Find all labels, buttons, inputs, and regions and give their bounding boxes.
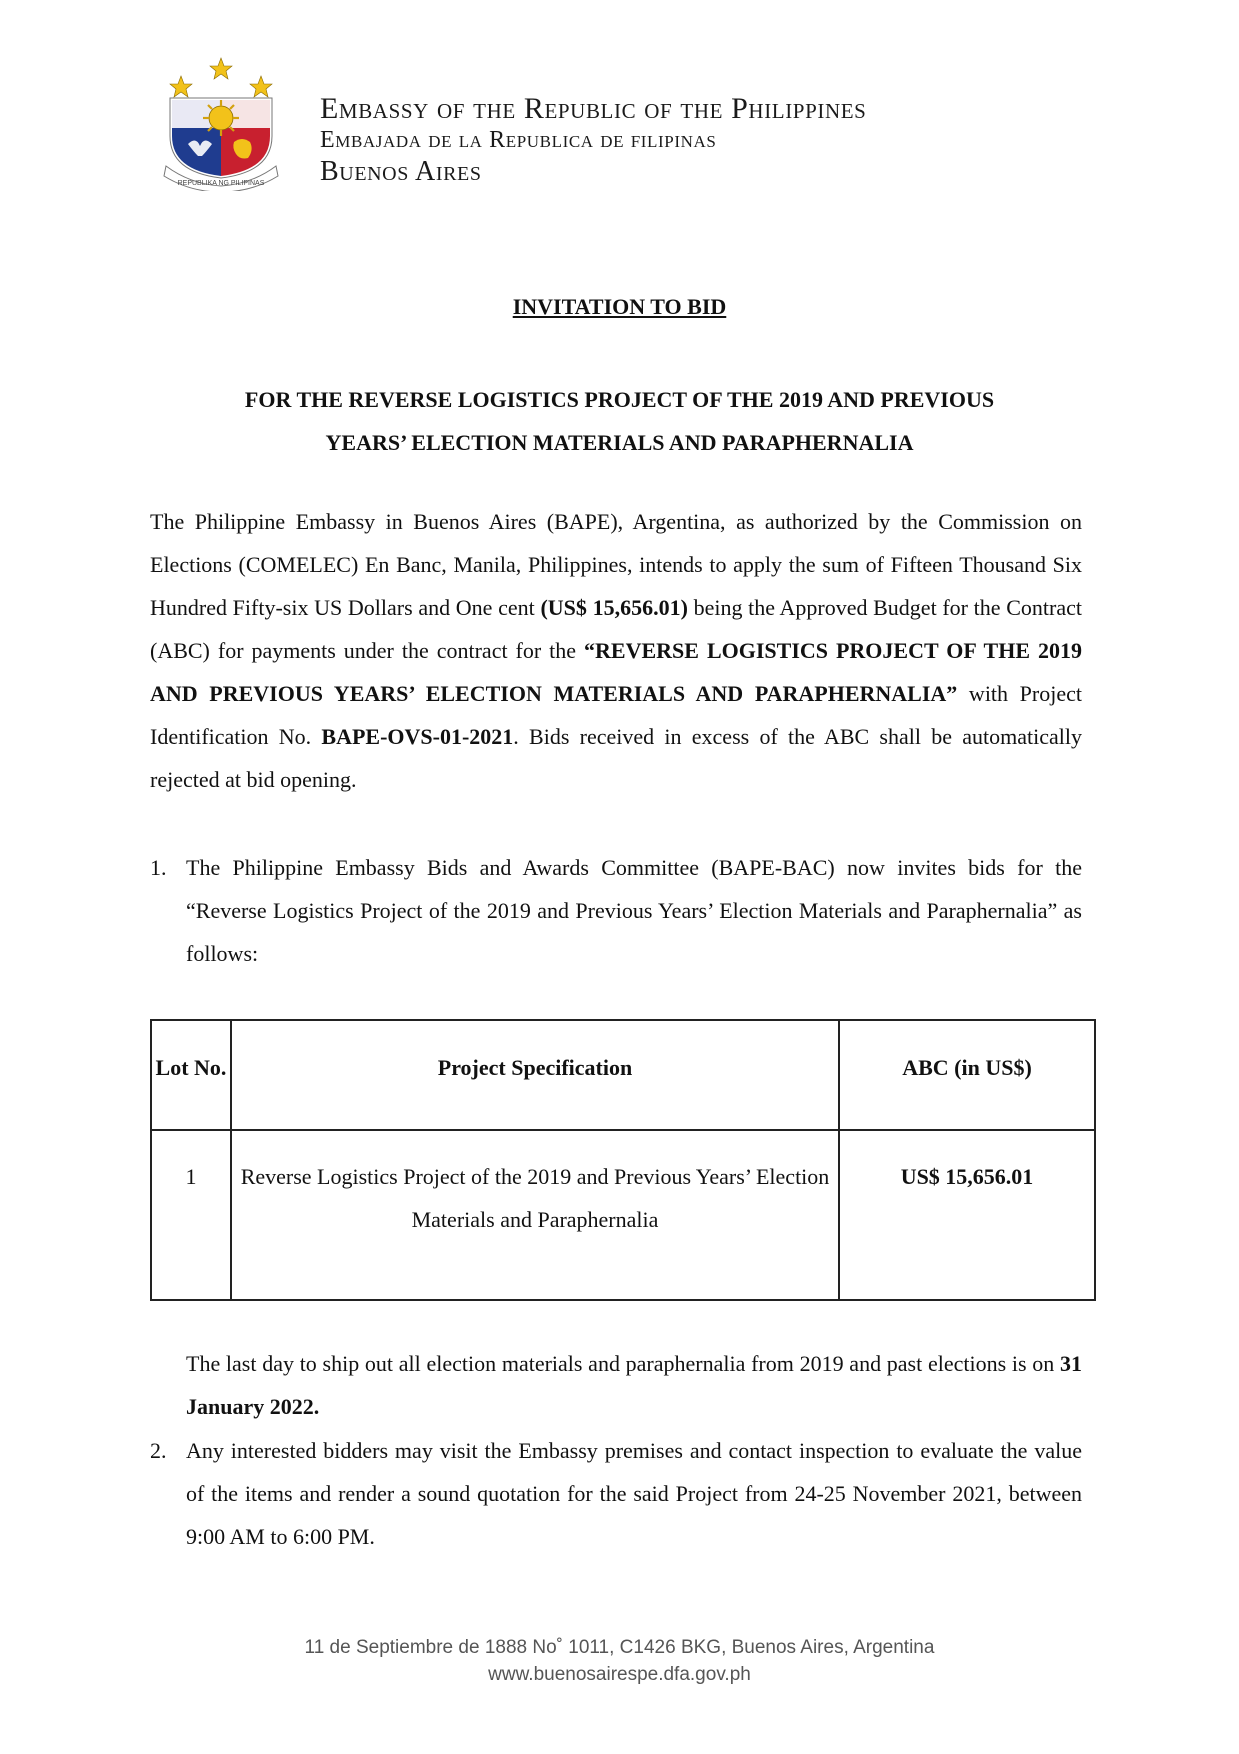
philippine-coat-of-arms-seal	[160, 56, 282, 191]
seal-scroll-text: REPUBLIKA NG PILIPINAS	[177, 180, 265, 187]
cell-abc: US$ 15,656.01	[839, 1130, 1095, 1300]
intro-project-id: BAPE-OVS-01-2021	[321, 724, 514, 749]
intro-text-1: The Philippine Embassy in Buenos Aires (BAPE), Argentina, as authorized by the Commission on Elections (COMELEC) En Banc, Manila, Philippines, intends to apply the sum of Fifteen Thousand Six Hundred Fifty-six US Dollars and One cent	[150, 509, 1082, 620]
deadline-text: The last day to ship out all election materials and paraphernalia from 2019 and past elections is on	[186, 1351, 1060, 1376]
item-text: Any interested bidders may visit the Embassy premises and contact inspection to evaluate the value of the items and render a sound quotation for the said Project from 24-25 November 2021, between 9:00 AM to 6:00 PM.	[186, 1438, 1082, 1549]
intro-text-3: with Project Identification No.	[150, 681, 1082, 749]
cell-project-specification: Reverse Logistics Project of the 2019 and Previous Years’ Election Materials and Paraphernalia	[231, 1130, 839, 1300]
lot-table	[150, 1019, 1096, 1301]
header-abc: ABC (in US$)	[839, 1020, 1095, 1130]
deadline-date: 31 January 2022.	[186, 1351, 1082, 1419]
subtitle-line-1: FOR THE REVERSE LOGISTICS PROJECT OF THE 2019 AND PREVIOUS	[244, 387, 995, 412]
footer-website: www.buenosairespe.dfa.gov.ph	[488, 1664, 751, 1685]
header-lot-no: Lot No.	[151, 1020, 231, 1130]
table-header-row	[151, 1020, 1095, 1130]
letterhead-embassy-name-spanish: Embajada de la Republica de filipinas	[320, 127, 717, 153]
numbered-item-1	[150, 846, 1082, 975]
letterhead-embassy-name: Embassy of the Republic of the Philippines	[320, 92, 867, 125]
item-text: The Philippine Embassy Bids and Awards Committee (BAPE-BAC) now invites bids for the “Reverse Logistics Project of the 2019 and Previous Years’ Election Materials and Paraphernalia” as follows:	[186, 855, 1082, 966]
intro-project-name: “REVERSE LOGISTICS PROJECT OF THE 2019 AND PREVIOUS YEARS’ ELECTION MATERIALS AND PARAPHERNALIA”	[150, 638, 1082, 706]
subtitle-line-2: YEARS’ ELECTION MATERIALS AND PARAPHERNALIA	[325, 430, 914, 455]
intro-paragraph	[150, 500, 1082, 801]
footer-address: 11 de Septiembre de 1888 No˚ 1011, C1426 BKG, Buenos Aires, Argentina	[304, 1637, 935, 1658]
intro-abc-amount: (US$ 15,656.01)	[540, 595, 688, 620]
table-row	[151, 1130, 1095, 1300]
letterhead	[320, 93, 866, 189]
cell-lot-no: 1	[151, 1130, 231, 1300]
project-subtitle	[150, 378, 1089, 464]
item-number: 1.	[150, 855, 167, 880]
letterhead-city: Buenos Aires	[320, 156, 482, 187]
header-project-specification: Project Specification	[231, 1020, 839, 1130]
item-number: 2.	[150, 1438, 167, 1463]
shipping-deadline-paragraph	[186, 1342, 1082, 1428]
page-footer	[150, 1634, 1089, 1688]
page-title: INVITATION TO BID	[512, 294, 727, 319]
numbered-item-2	[150, 1429, 1082, 1558]
intro-text-4: . Bids received in excess of the ABC shall be automatically rejected at bid opening.	[150, 724, 1082, 792]
intro-text-2: being the Approved Budget for the Contract (ABC) for payments under the contract for the	[150, 595, 1082, 663]
